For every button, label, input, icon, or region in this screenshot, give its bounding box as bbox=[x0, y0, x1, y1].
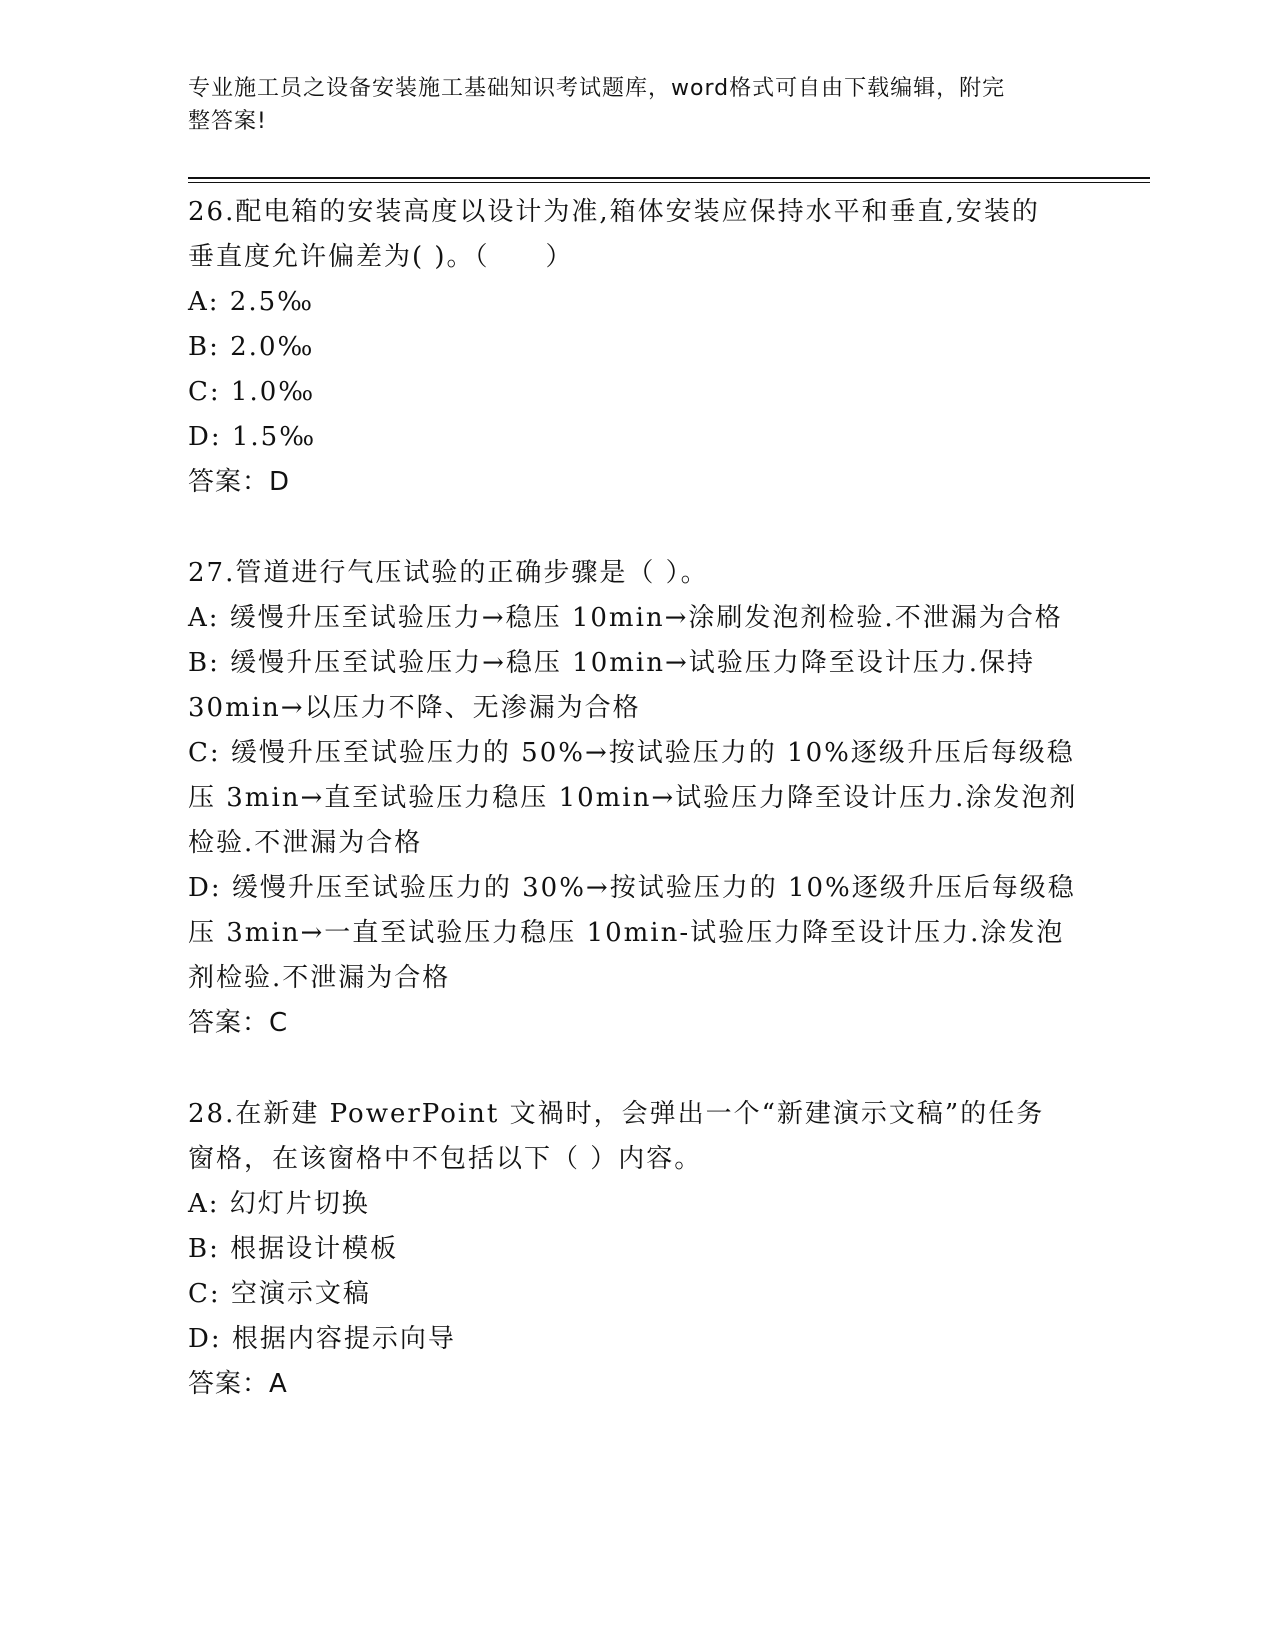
document-header bbox=[188, 72, 1068, 138]
question-28 bbox=[188, 1092, 1088, 1407]
option-b: B: 2.0‰ bbox=[188, 332, 315, 362]
option-c: C: 1.0‰ bbox=[188, 377, 316, 407]
question-26 bbox=[188, 190, 1088, 505]
option-d: D: 1.5‰ bbox=[188, 422, 317, 452]
answer-line: 答案：A bbox=[188, 1369, 288, 1399]
question-stem-line: 垂直度允许偏差为( )。（ ） bbox=[188, 242, 574, 272]
question-27 bbox=[188, 551, 1088, 1046]
option-a: A: 2.5‰ bbox=[188, 287, 315, 317]
option-c: C: 空演示文稿 bbox=[188, 1279, 371, 1309]
question-stem-line: 26.配电箱的安装高度以设计为准,箱体安装应保持水平和垂直,安装的 bbox=[188, 197, 1040, 227]
option-b: B: 根据设计模板 bbox=[188, 1234, 399, 1264]
option-b: B: 缓慢升压至试验压力→稳压 10min→试验压力降至设计压力.保持 bbox=[188, 648, 1036, 678]
option-d-continued: 剂检验.不泄漏为合格 bbox=[188, 963, 451, 993]
answer-line: 答案：C bbox=[188, 1008, 289, 1038]
header-divider-thin bbox=[188, 182, 1150, 183]
option-c-continued: 检验.不泄漏为合格 bbox=[188, 828, 423, 858]
option-d: D: 根据内容提示向导 bbox=[188, 1324, 456, 1354]
header-line-2: 整答案! bbox=[188, 109, 267, 134]
option-d-continued: 压 3min→一直至试验压力稳压 10min-试验压力降至设计压力.涂发泡 bbox=[188, 918, 1065, 948]
question-stem-line: 窗格，在该窗格中不包括以下（ ）内容。 bbox=[188, 1144, 703, 1174]
option-a: A: 幻灯片切换 bbox=[188, 1189, 370, 1219]
question-stem-line: 27.管道进行气压试验的正确步骤是（ ）。 bbox=[188, 558, 709, 588]
question-stem-line: 28.在新建 PowerPoint 文禍时，会弹出一个“新建演示文稿”的任务 bbox=[188, 1099, 1045, 1129]
option-a: A: 缓慢升压至试验压力→稳压 10min→涂刷发泡剂检验.不泄漏为合格 bbox=[188, 603, 1063, 633]
option-b-continued: 30min→以压力不降、无渗漏为合格 bbox=[188, 693, 641, 723]
option-d: D: 缓慢升压至试验压力的 30%→按试验压力的 10%逐级升压后每级稳 bbox=[188, 873, 1076, 903]
header-divider-thick bbox=[188, 177, 1150, 179]
option-c: C: 缓慢升压至试验压力的 50%→按试验压力的 10%逐级升压后每级稳 bbox=[188, 738, 1075, 768]
header-line-1: 专业施工员之设备安装施工基础知识考试题库，word格式可自由下载编辑，附完 bbox=[188, 76, 1006, 101]
question-list bbox=[188, 190, 1088, 1453]
answer-line: 答案：D bbox=[188, 467, 291, 497]
option-c-continued: 压 3min→直至试验压力稳压 10min→试验压力降至设计压力.涂发泡剂 bbox=[188, 783, 1078, 813]
